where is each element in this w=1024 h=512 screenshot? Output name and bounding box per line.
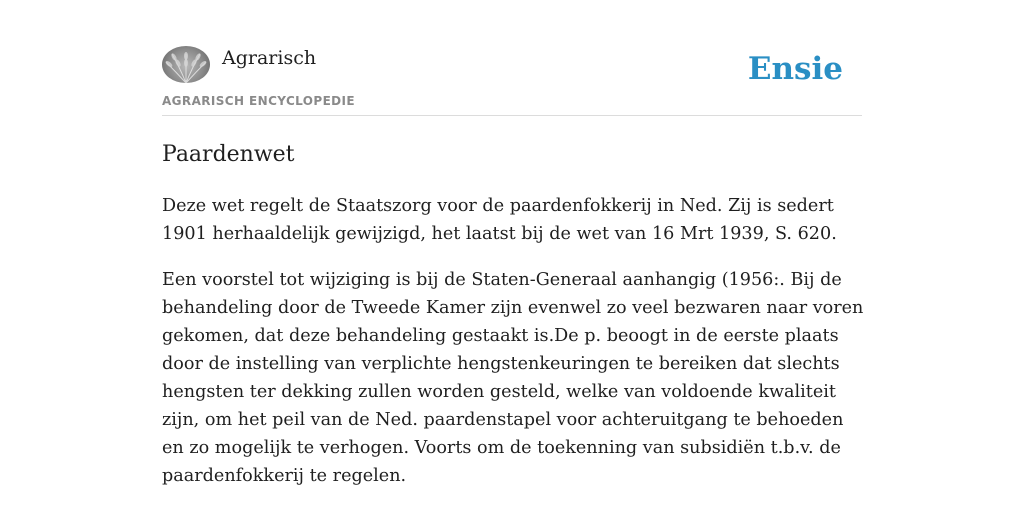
- article-body: [162, 192, 866, 508]
- brand-logo[interactable]: Ensie: [747, 51, 843, 87]
- wheat-logo-icon[interactable]: [162, 46, 210, 83]
- source-name[interactable]: Agrarisch: [222, 47, 317, 69]
- article-paragraph: Een voorstel tot wijziging is bij de Staten-Generaal aanhangig (1956:. Bij de behandeling door de Tweede Kamer zijn evenwel zo veel bezwaren naar voren gekomen, dat deze behandeling gestaakt is.De p. beoogt in de eerste plaats door de instelling van verplichte hengstenkeuringen te bereiken dat slechts hengsten ter dekking zullen worden gesteld, welke van voldoende kwaliteit zijn, om het peil van de Ned. paardenstapel voor achteruitgang te behoeden en zo mogelijk te verhogen. Voorts om de toekenning van subsidiën t.b.v. de paardenfokkerij te regelen.: [162, 270, 864, 486]
- page: [162, 0, 862, 512]
- site-header: [162, 0, 862, 116]
- source-subtitle: AGRARISCH ENCYCLOPEDIE: [162, 94, 355, 108]
- article-paragraph: Deze wet regelt de Staatszorg voor de paardenfokkerij in Ned. Zij is sedert 1901 herhaaldelijk gewijzigd, het laatst bij de wet van 16 Mrt 1939, S. 620.: [162, 196, 837, 244]
- article-title: Paardenwet: [162, 142, 295, 167]
- wheat-logo-graphic: [162, 46, 210, 83]
